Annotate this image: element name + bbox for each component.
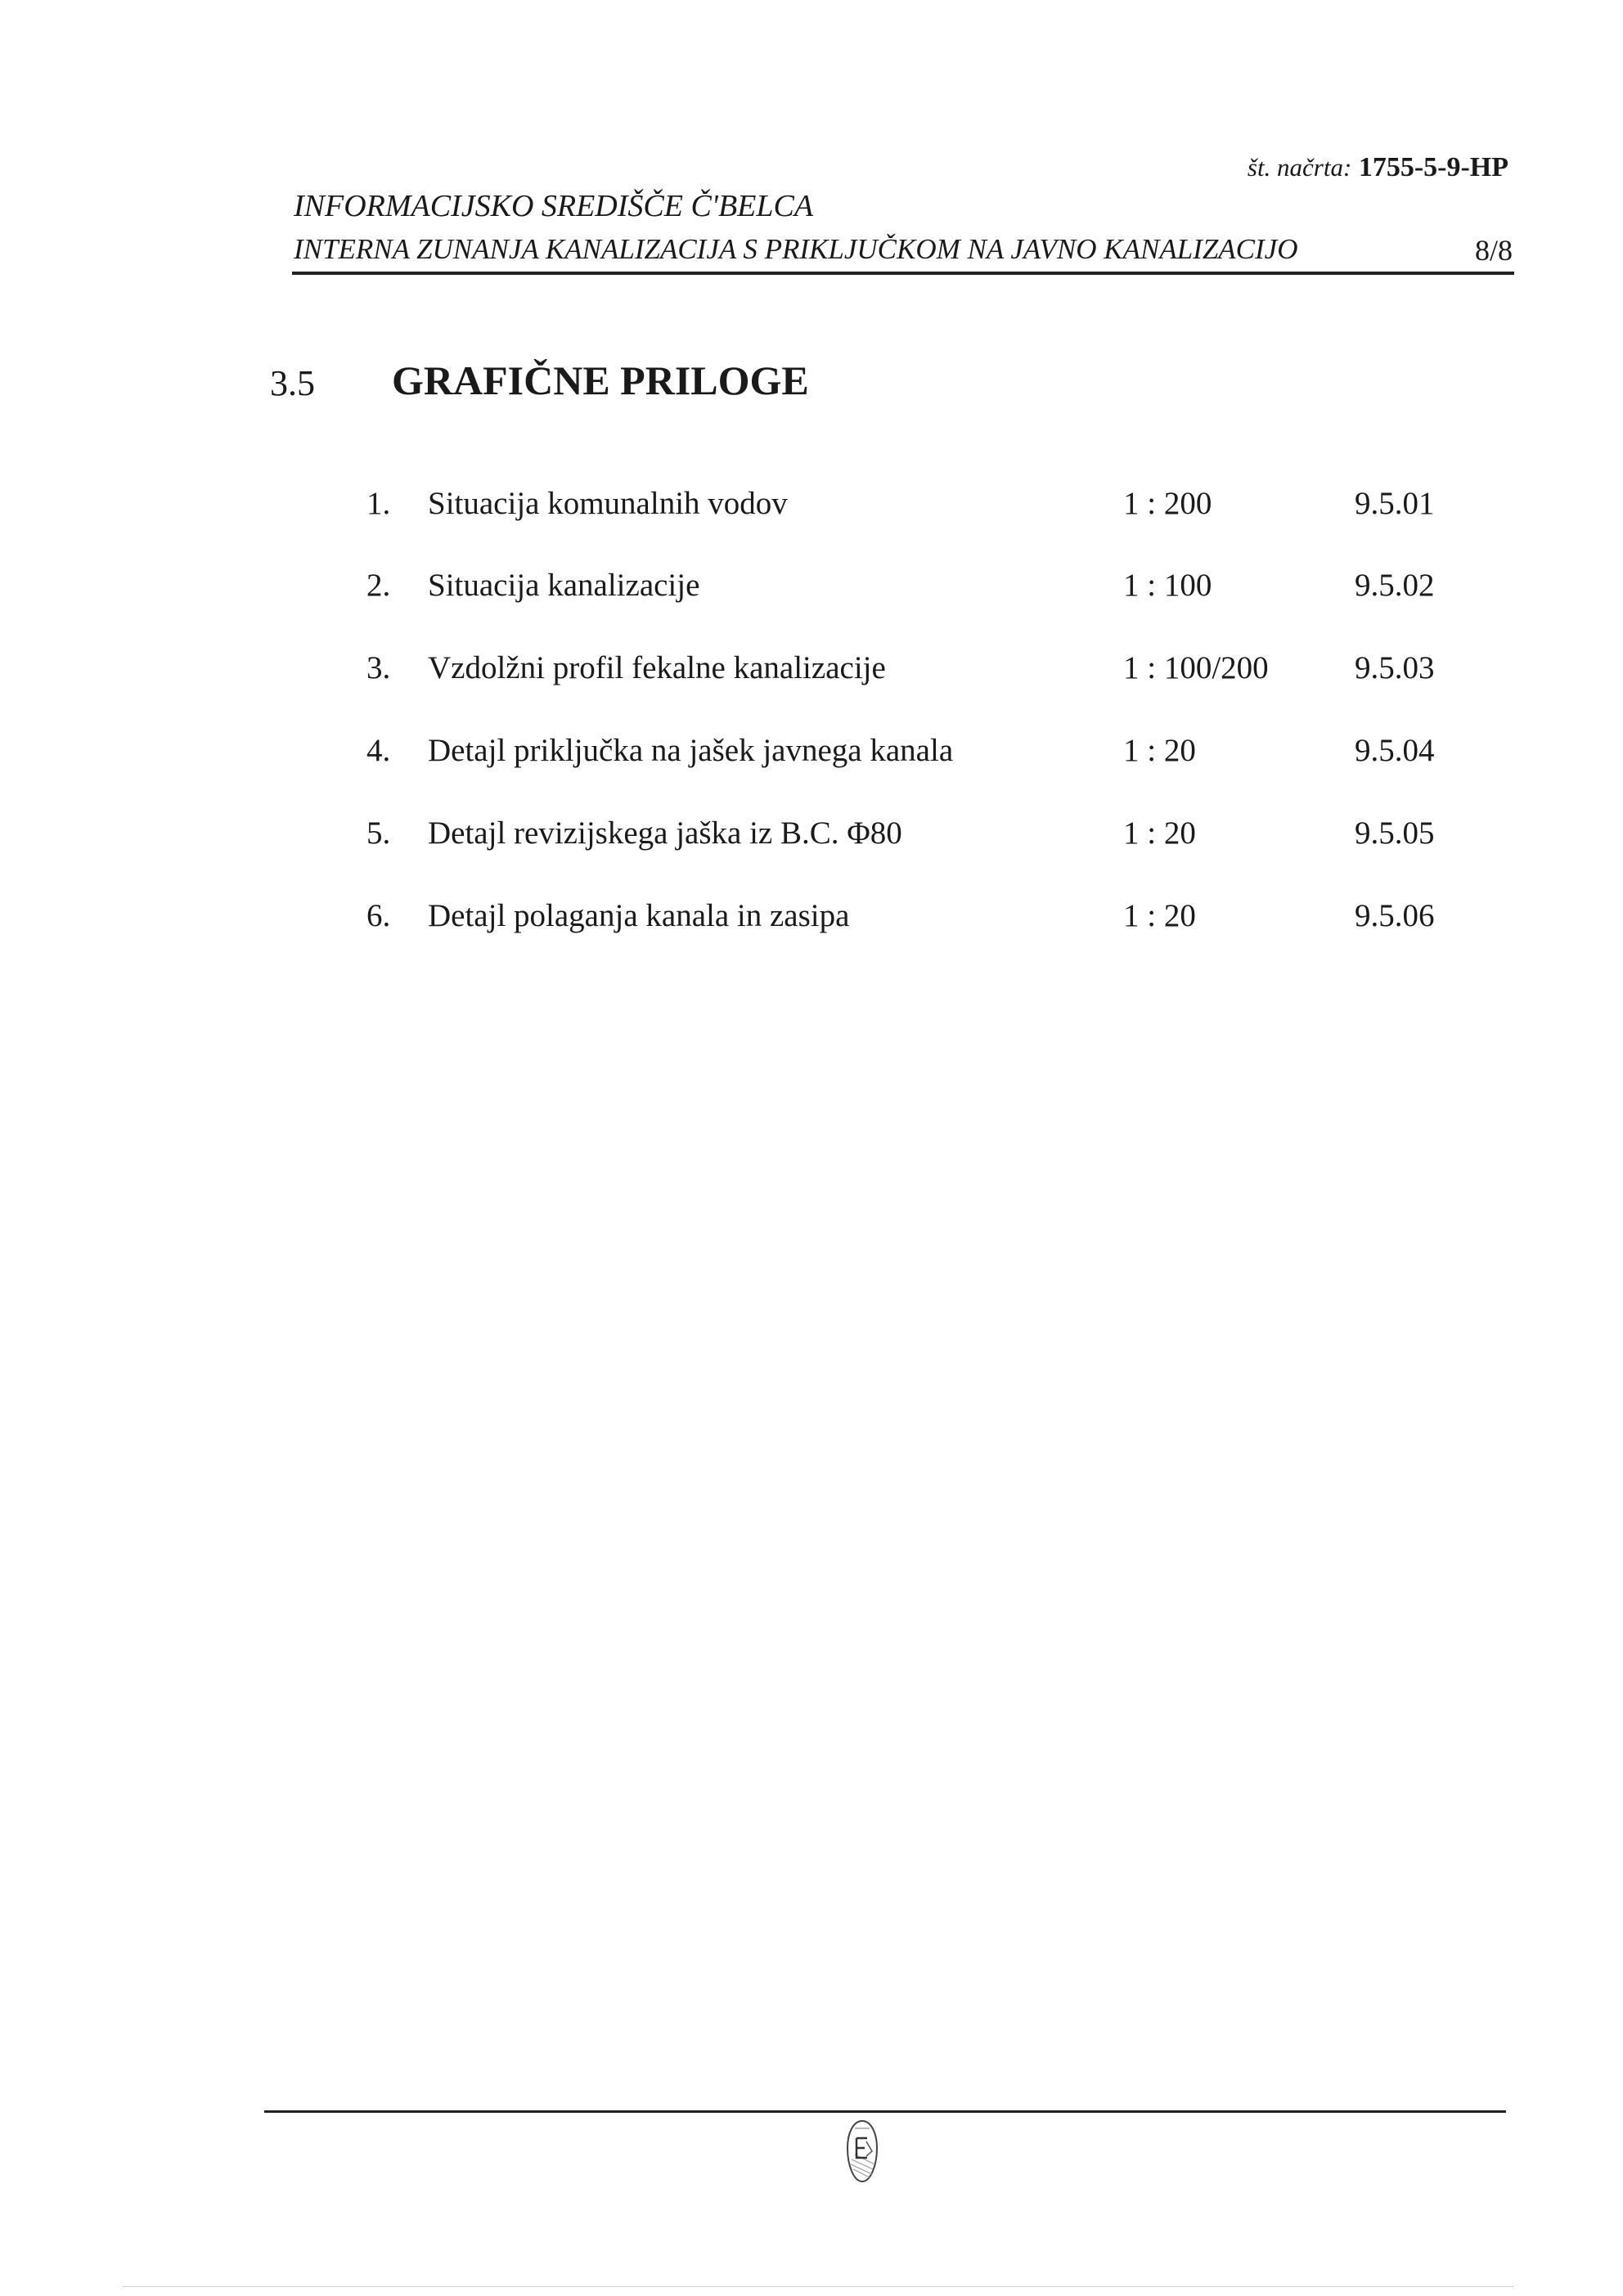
drawing-title: Detajl revizijskega jaška iz B.C. Φ80 [428,816,902,851]
drawing-code: 9.5.06 [1355,898,1435,933]
drawing-title: Situacija komunalnih vodov [428,486,788,521]
drawing-title: Vzdolžni profil fekalne kanalizacije [428,650,886,685]
drawing-code: 9.5.03 [1355,650,1435,685]
drawing-number: 2. [366,568,391,603]
drawing-title: Detajl priključka na jašek javnega kanala [428,733,954,768]
drawing-number: 6. [366,898,391,933]
drawing-code: 9.5.05 [1355,816,1435,851]
drawing-scale: 1 : 100 [1123,568,1212,603]
drawing-number [1248,152,1508,183]
company-logo-icon [845,2119,879,2184]
drawing-code: 9.5.02 [1355,568,1435,603]
drawing-code: 9.5.04 [1355,733,1435,768]
drawing-number: 5. [366,816,391,851]
header-divider [292,272,1514,275]
drawing-code: 9.5.01 [1355,486,1435,521]
page-bottom-edge [123,2286,1513,2287]
drawing-number: 4. [366,733,391,768]
section-number: 3.5 [270,363,315,403]
drawing-scale: 1 : 100/200 [1123,650,1269,685]
drawing-title: Situacija kanalizacije [428,568,700,603]
drawing-scale: 1 : 20 [1123,816,1196,851]
drawing-number: 1. [366,486,391,521]
drawing-number: 3. [366,650,391,685]
company-logo-graphic [845,2119,879,2184]
drawing-scale: 1 : 20 [1123,898,1196,933]
page-number: 8/8 [1474,234,1513,267]
project-title: INTERNA ZUNANJA KANALIZACIJA S PRIKLJUČKOM NA JAVNO KANALIZACIJO [294,233,1298,265]
footer-divider [264,2110,1506,2113]
organization-name: INFORMACIJSKO SREDIŠČE Č'BELCA [294,189,814,223]
drawing-title: Detajl polaganja kanala in zasipa [428,898,850,933]
drawing-number-label: št. načrta: [1247,153,1352,182]
drawing-number-value: 1755-5-9-HP [1358,152,1508,182]
drawing-scale: 1 : 20 [1123,733,1196,768]
drawing-scale: 1 : 200 [1123,486,1212,521]
section-title: GRAFIČNE PRILOGE [392,357,809,403]
